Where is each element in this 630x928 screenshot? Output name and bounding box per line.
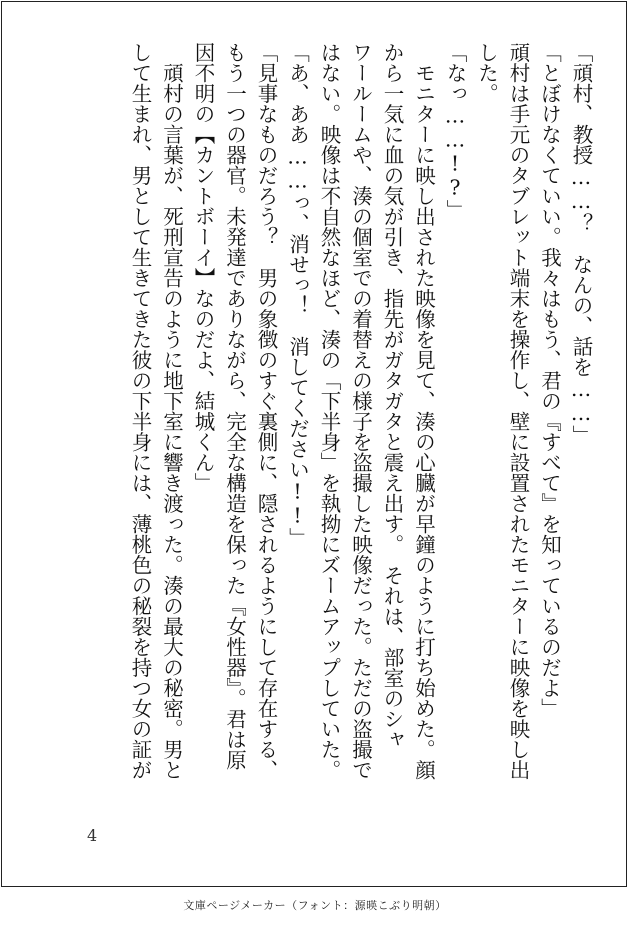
- page-number: 4: [87, 826, 98, 845]
- text-line: 頑村は手元のタブレット端末を操作し、壁に設置されたモニターに映像を映し出: [506, 42, 530, 780]
- text-line: 「とぼけなくていい。我々はもう、君の『すべて』を知っているのだよ」: [537, 42, 562, 719]
- text-line: モニターに映し出された映像を見て、湊の心臓が早鐘のように打ち始めた。顔: [411, 42, 436, 780]
- text-line: から一気に血の気が引き、指先がガタガタと震え出す。 それは、部室のシャ: [380, 42, 404, 750]
- text-line: 「あ、ああ……っ、消せっ！ 消してください!!」: [285, 42, 310, 548]
- text-line: した。: [474, 42, 499, 104]
- text-line: ワールームや、湊の個室での着替えの様子を盗撮した映像だった。ただの盗撮で: [348, 42, 373, 780]
- page-frame: [1, 1, 627, 887]
- text-line: 「頑村、教授……？ なんの、話を……」: [569, 42, 593, 446]
- text-line: して生まれ、男として生きてきた彼の下半身には、薄桃色の秘裂を持つ女の証が: [128, 42, 152, 780]
- footer-credit: 文庫ページメーカー（フォント：源暎こぶり明朝）: [183, 899, 447, 912]
- text-line: 「見事なものだろう？ 男の象徴のすぐ裏側に、隠されるようにして存在する、: [254, 42, 278, 780]
- text-line: はない。映像は不自然なほど、湊の「下半身」を執拗にズームアップしていた。: [317, 42, 341, 780]
- text-line: 因不明の【カントボーイ】なのだよ、結城くん」: [191, 42, 215, 493]
- text-line: もう一つの器官。未発達でありながら、完全な構造を保った『女性器』。君は原: [222, 42, 247, 770]
- text-line: 頑村の言葉が、死刑宣告のように地下室に響き渡った。湊の最大の秘密。男と: [159, 42, 184, 780]
- text-line: 「なっ……!?」: [443, 42, 467, 220]
- body-text-column: [124, 42, 597, 832]
